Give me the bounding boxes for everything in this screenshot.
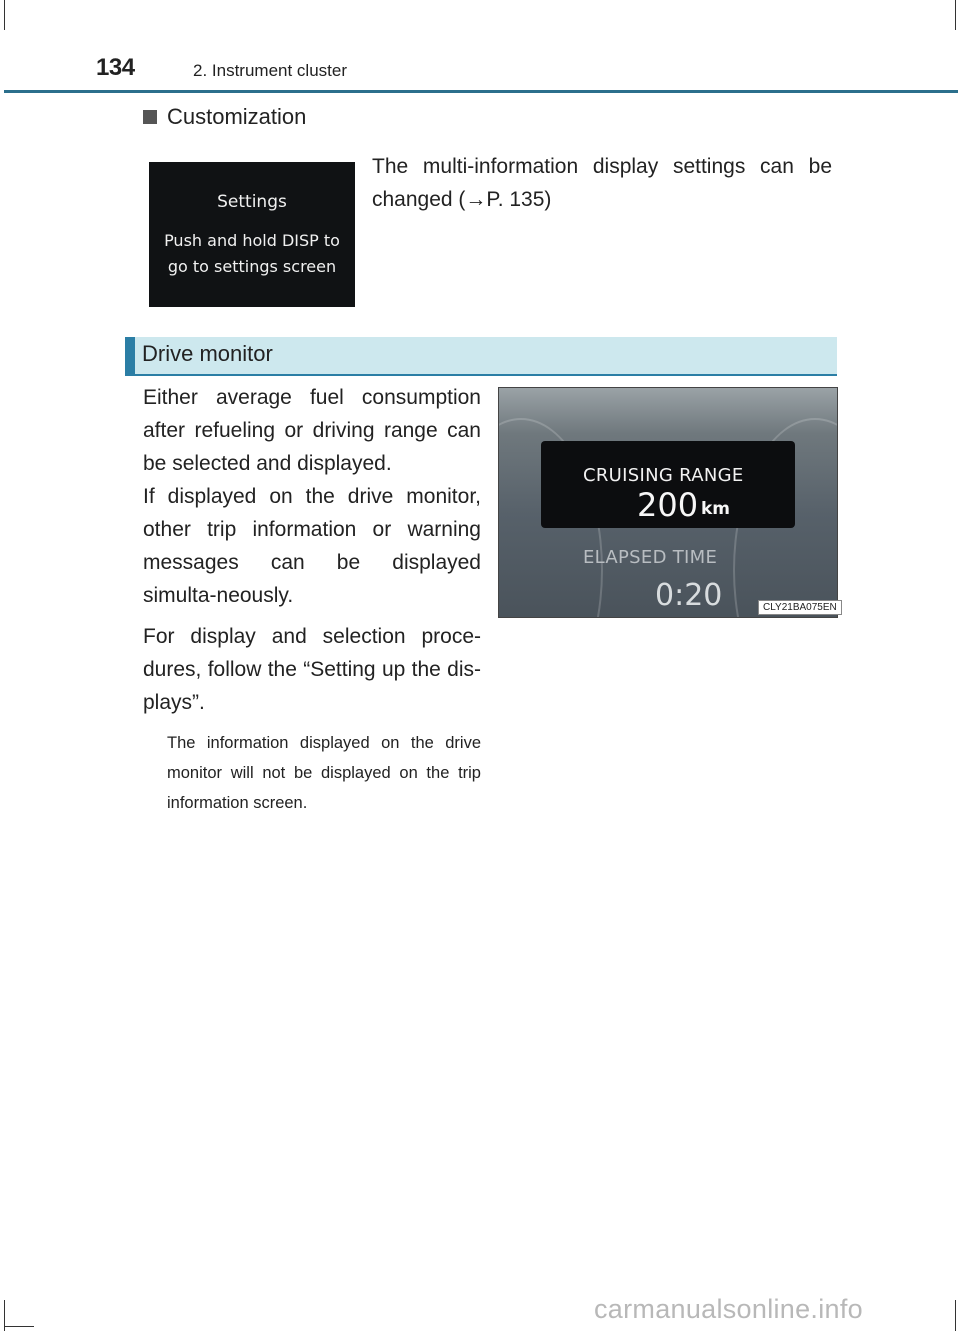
figure-code: CLY21BA075EN — [758, 600, 842, 615]
crop-mark — [4, 0, 5, 30]
elapsed-time-label: ELAPSED TIME — [583, 547, 718, 568]
drive-monitor-title: Drive monitor — [142, 341, 273, 366]
crop-mark — [955, 0, 956, 30]
customization-text: The multi-information display settings can be changed (→P. 135) — [372, 155, 832, 211]
chapter-title: 2. Instrument cluster — [193, 61, 348, 80]
customization-heading — [143, 104, 306, 130]
drive-monitor-note: The information displayed on the drive monitor will not be displayed on the trip information screen. — [167, 734, 481, 812]
paragraph-1-text: Either average fuel consumption after refueling or driving range can be selected and displayed. — [143, 386, 481, 475]
section-rule — [125, 374, 837, 376]
drive-monitor-banner — [125, 337, 837, 374]
customization-heading-label: Customization — [167, 104, 307, 129]
drive-monitor-paragraph-1 — [143, 381, 481, 612]
settings-screen-illustration — [149, 162, 355, 307]
settings-screen-title: Settings — [217, 192, 287, 212]
crop-mark — [4, 1326, 34, 1327]
square-bullet-icon — [143, 110, 157, 124]
cruising-range-value: 200 — [637, 486, 699, 524]
cruising-range-label: CRUISING RANGE — [583, 465, 744, 486]
watermark: carmanualsonline.info — [594, 1294, 863, 1324]
header-rule — [4, 90, 958, 93]
page-number: 134 — [96, 54, 135, 81]
elapsed-time-value: 0:20 — [655, 578, 723, 613]
section-accent-bar — [125, 337, 135, 374]
drive-monitor-illustration — [499, 388, 837, 617]
settings-screen-message: Push and hold DISP to go to settings screen — [164, 231, 340, 276]
cruising-range-unit: km — [701, 499, 731, 519]
cruising-range-panel — [541, 441, 795, 528]
paragraph-2-text: If displayed on the drive monitor, other trip information or warning messages can be displayed simulta-neously. — [143, 485, 481, 607]
drive-monitor-paragraph-3: For display and selection proce-dures, follow the “Setting up the dis-plays”. — [143, 625, 481, 714]
crop-mark — [955, 1300, 956, 1331]
